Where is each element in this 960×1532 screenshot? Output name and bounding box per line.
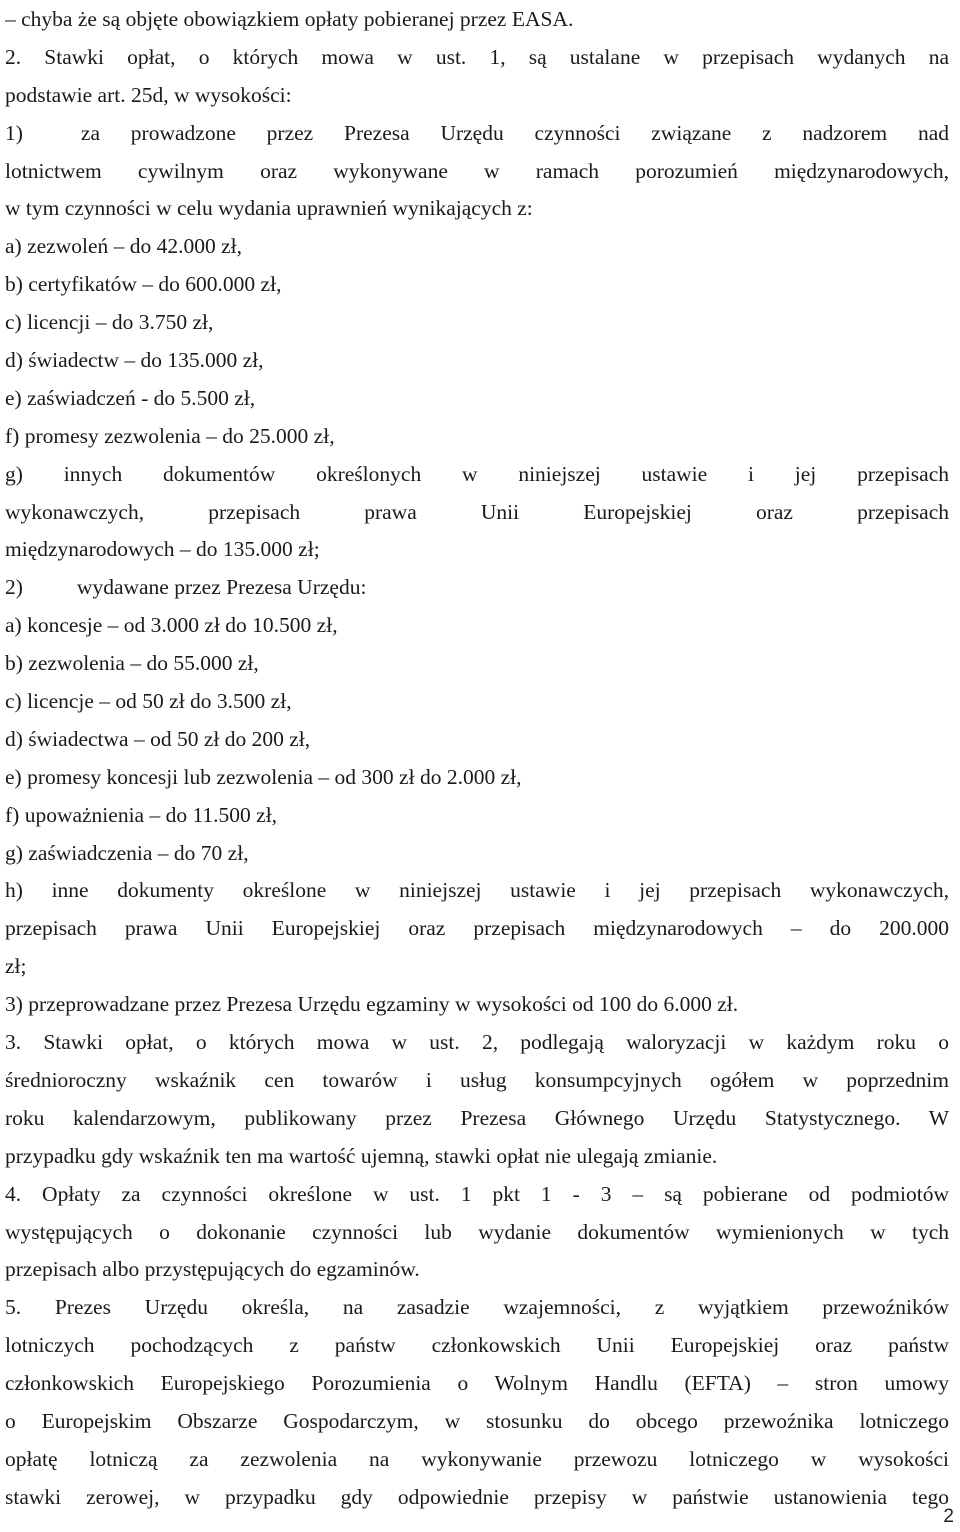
text-line: opłatę lotniczą za zezwolenia na wykonywanie przewozu lotniczego w wysokości	[5, 1446, 949, 1471]
text-line: 4. Opłaty za czynności określone w ust. 1 pkt 1 - 3 – są pobierane od podmiotów	[5, 1181, 949, 1206]
text-line: 3) przeprowadzane przez Prezesa Urzędu egzaminy w wysokości od 100 do 6.000 zł.	[5, 992, 739, 1017]
list-marker: 2)	[5, 575, 23, 600]
list-marker: 1)	[5, 120, 23, 145]
text-line: przepisach albo przystępujących do egzaminów.	[5, 1257, 420, 1282]
text-line: d) świadectw – do 135.000 zł,	[5, 348, 264, 373]
text-line: występujących o dokonanie czynności lub wydanie dokumentów wymienionych w tych	[5, 1219, 949, 1244]
text-line: 2. Stawki opłat, o których mowa w ust. 1, są ustalane w przepisach wydanych na	[5, 44, 949, 69]
text-line: – chyba że są objęte obowiązkiem opłaty pobieranej przez EASA.	[5, 7, 574, 31]
text-line: c) licencje – od 50 zł do 3.500 zł,	[5, 689, 292, 714]
text-line: g) innych dokumentów określonych w niniejszej ustawie i jej przepisach	[5, 461, 949, 486]
text-line: 3. Stawki opłat, o których mowa w ust. 2, podlegają waloryzacji w każdym roku o	[5, 1030, 949, 1055]
text-line: wykonawczych, przepisach prawa Unii Europejskiej oraz przepisach	[5, 499, 949, 524]
text-line: stawki zerowej, w przypadku gdy odpowiednie przepisy w państwie ustanowienia tego	[5, 1484, 949, 1509]
list-item-1-first-line	[5, 115, 949, 153]
text-line: e) zaświadczeń - do 5.500 zł,	[5, 385, 256, 410]
text-line: b) certyfikatów – do 600.000 zł,	[5, 272, 282, 297]
text-line: f) upoważnienia – do 11.500 zł,	[5, 802, 278, 827]
text-line: przypadku gdy wskaźnik ten ma wartość ujemną, stawki opłat nie ulegają zmianie.	[5, 1143, 718, 1168]
text-span: za prowadzone przez Prezesa Urzędu czynności związane z nadzorem nad	[80, 120, 949, 145]
text-line: zł;	[5, 954, 27, 979]
text-line: b) zezwolenia – do 55.000 zł,	[5, 651, 259, 676]
text-line: a) zezwoleń – do 42.000 zł,	[5, 234, 243, 259]
text-line: członkowskich Europejskiego Porozumienia o Wolnym Handlu (EFTA) – stron umowy	[5, 1371, 949, 1396]
text-line: w tym czynności w celu wydania uprawnień wynikających z:	[5, 196, 533, 221]
text-line: h) inne dokumenty określone w niniejszej ustawie i jej przepisach wykonawczych,	[5, 878, 949, 903]
list-item-2-first-line	[5, 569, 949, 607]
text-line: międzynarodowych – do 135.000 zł;	[5, 537, 320, 562]
text-line: d) świadectwa – od 50 zł do 200 zł,	[5, 726, 311, 751]
text-line: 5. Prezes Urzędu określa, na zasadzie wzajemności, z wyjątkiem przewoźników	[5, 1295, 949, 1320]
text-line: podstawie art. 25d, w wysokości:	[5, 82, 292, 107]
text-line: a) koncesje – od 3.000 zł do 10.500 zł,	[5, 613, 338, 638]
text-span: wydawane przez Prezesa Urzędu:	[76, 575, 367, 600]
page-number: 2	[943, 1506, 954, 1527]
text-line: e) promesy koncesji lub zezwolenia – od 300 zł do 2.000 zł,	[5, 764, 522, 789]
document-body	[5, 1, 949, 1517]
text-line: przepisach prawa Unii Europejskiej oraz przepisach międzynarodowych – do 200.000	[5, 916, 949, 941]
text-line: f) promesy zezwolenia – do 25.000 zł,	[5, 423, 335, 448]
text-line: lotnictwem cywilnym oraz wykonywane w ramach porozumień międzynarodowych,	[5, 158, 949, 183]
text-line: roku kalendarzowym, publikowany przez Prezesa Głównego Urzędu Statystycznego. W	[5, 1105, 949, 1130]
text-line: lotniczych pochodzących z państw członkowskich Unii Europejskiej oraz państw	[5, 1333, 949, 1358]
text-line: g) zaświadczenia – do 70 zł,	[5, 840, 249, 865]
text-line: średnioroczny wskaźnik cen towarów i usług konsumpcyjnych ogółem w poprzednim	[5, 1067, 949, 1092]
text-line: c) licencji – do 3.750 zł,	[5, 310, 214, 335]
text-line: o Europejskim Obszarze Gospodarczym, w stosunku do obcego przewoźnika lotniczego	[5, 1408, 949, 1433]
